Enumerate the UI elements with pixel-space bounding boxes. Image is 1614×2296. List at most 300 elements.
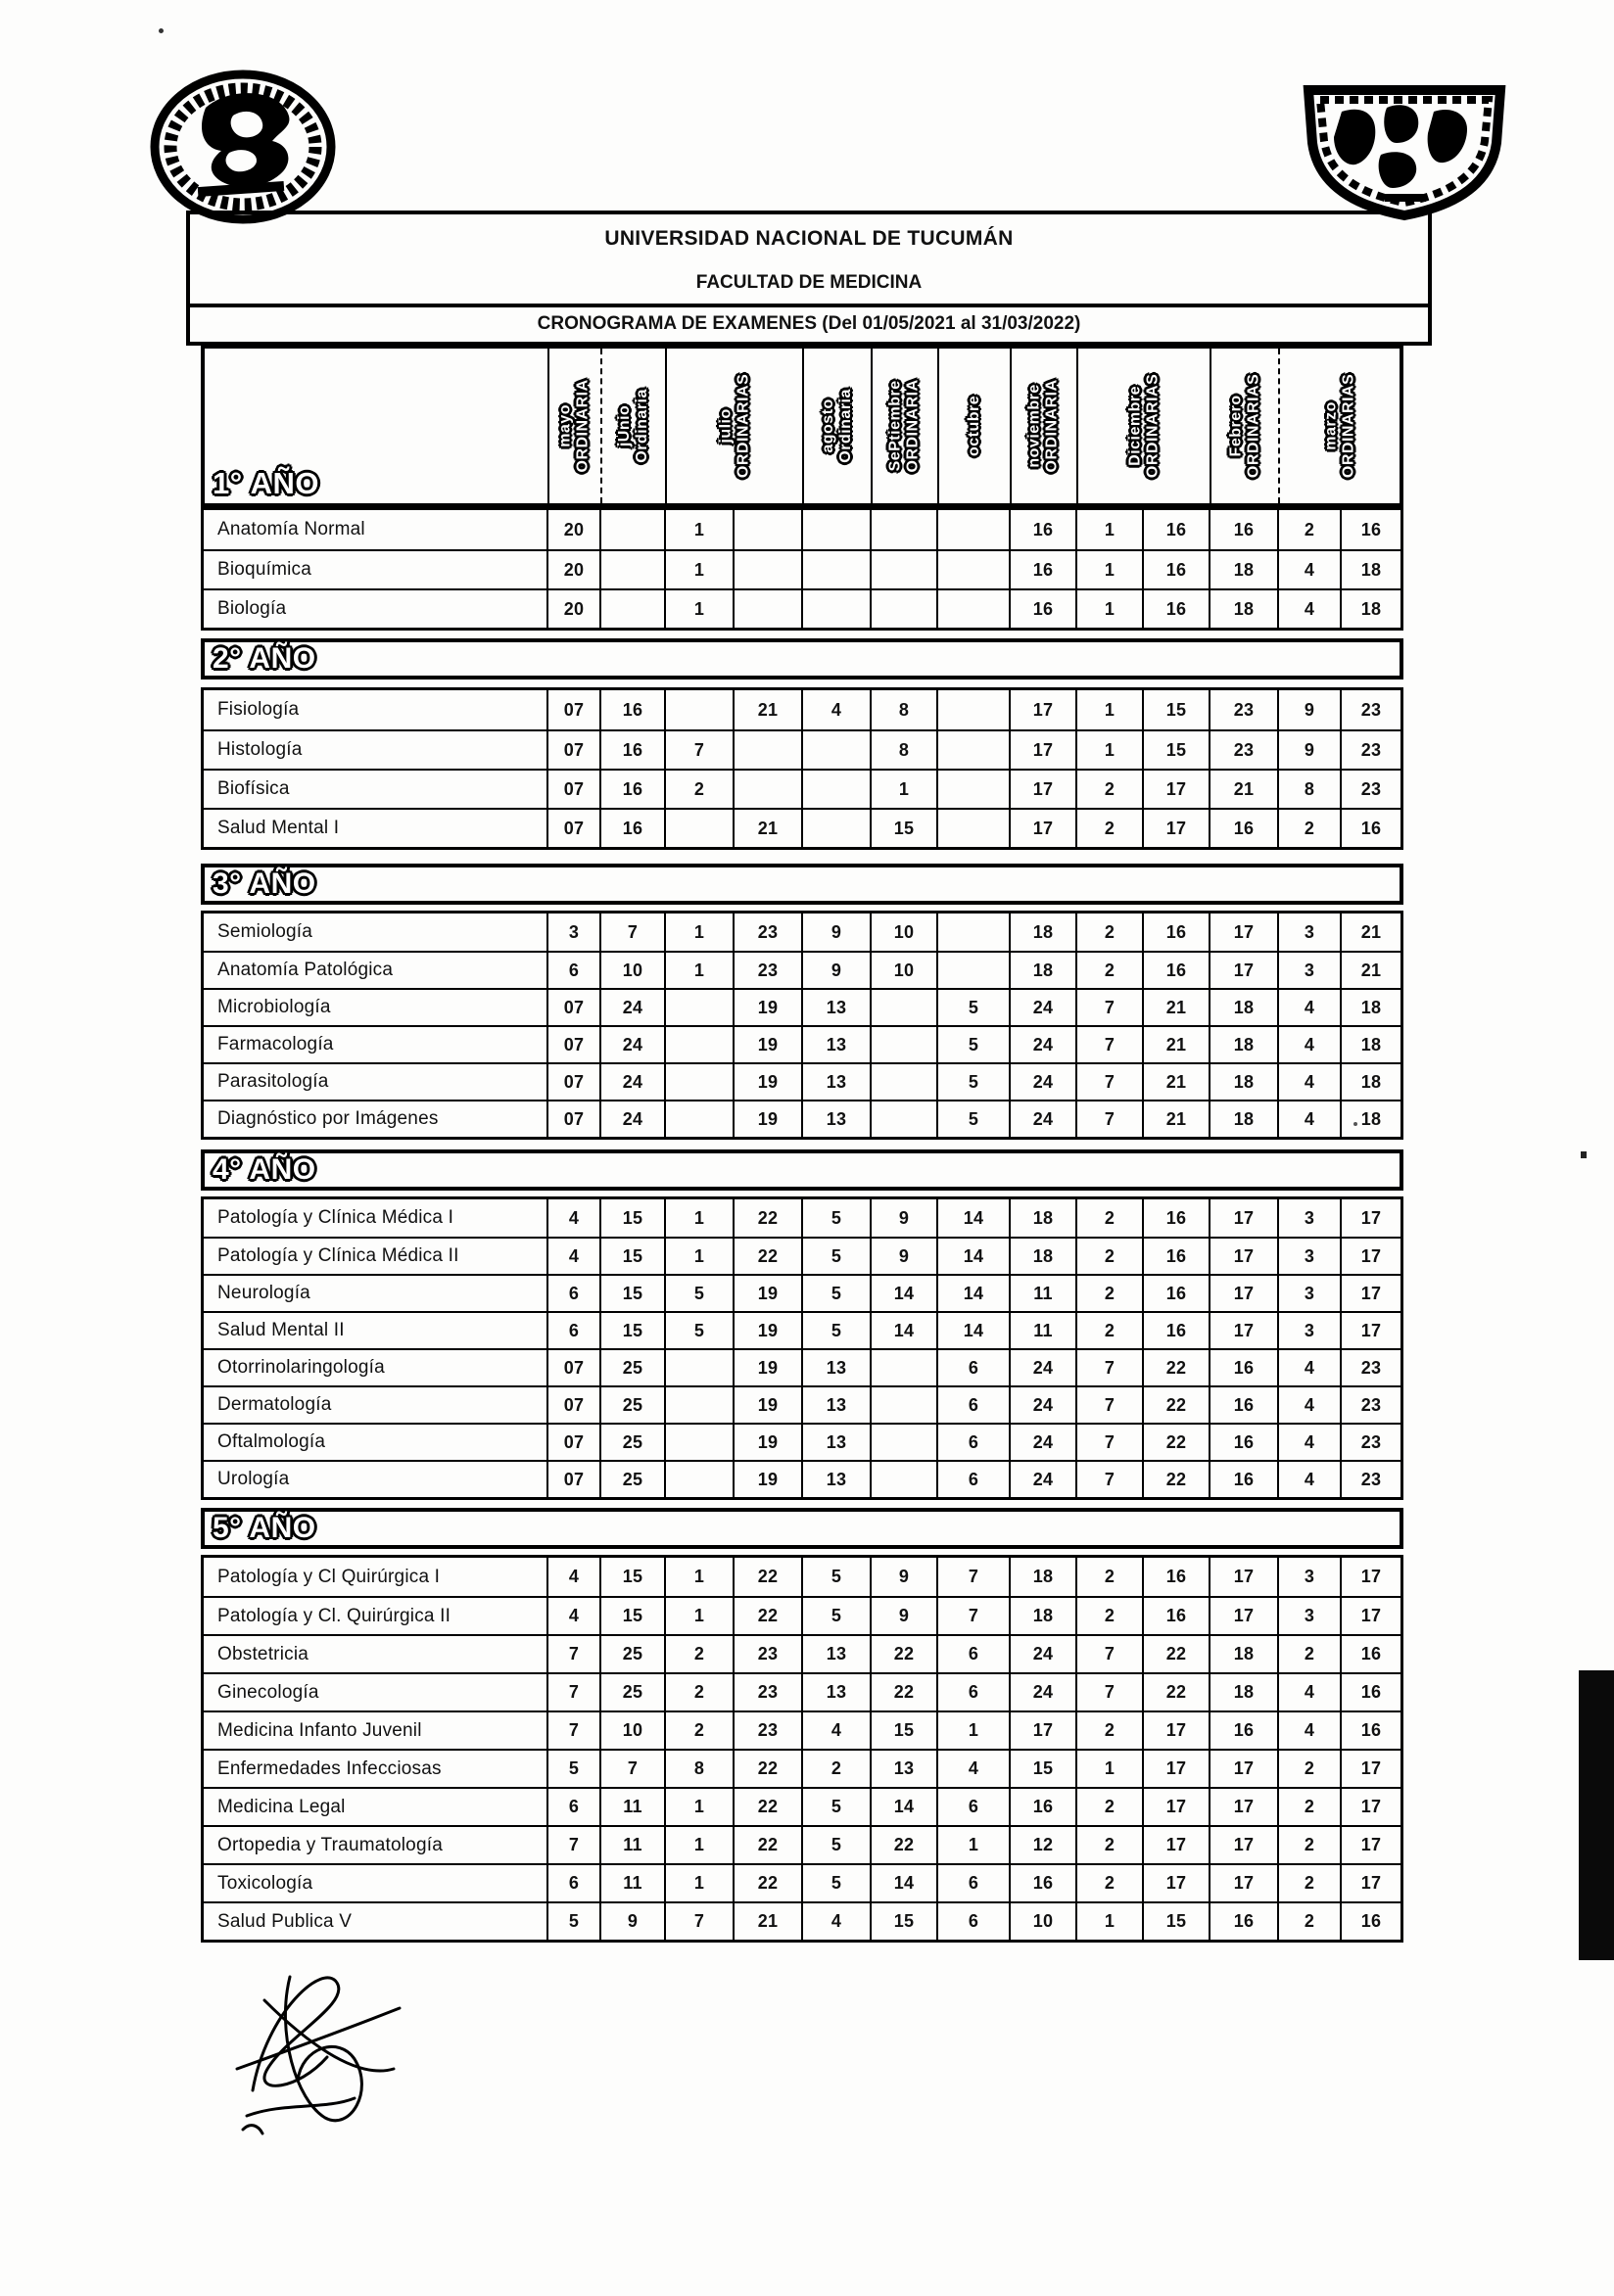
subject-cell: Biofísica bbox=[217, 778, 290, 799]
value-cell: 15 bbox=[870, 1712, 936, 1749]
value-cell bbox=[936, 953, 1009, 988]
value-cell: 16 bbox=[1340, 1903, 1400, 1940]
value-cell: 13 bbox=[801, 1636, 870, 1672]
value-cell: 22 bbox=[733, 1239, 801, 1274]
value-cell: 17 bbox=[1142, 1827, 1209, 1863]
value-cell: 17 bbox=[1340, 1865, 1400, 1901]
value-cell: 2 bbox=[1075, 1712, 1142, 1749]
value-cell bbox=[936, 551, 1009, 588]
subject-cell: Bioquímica bbox=[217, 559, 311, 580]
value-cell: 07 bbox=[546, 990, 599, 1025]
subject-cell: Patología y Clínica Médica I bbox=[217, 1207, 454, 1228]
table-row bbox=[204, 1863, 1400, 1901]
value-cell: 2 bbox=[1075, 1558, 1142, 1596]
value-cell: 16 bbox=[1142, 1239, 1209, 1274]
value-cell: 9 bbox=[870, 1199, 936, 1237]
value-cell: 16 bbox=[1009, 1789, 1075, 1825]
value-cell bbox=[936, 510, 1009, 549]
value-cell bbox=[936, 810, 1009, 847]
value-cell: 07 bbox=[546, 1064, 599, 1100]
value-cell: 2 bbox=[1075, 1789, 1142, 1825]
value-cell: 24 bbox=[599, 990, 664, 1025]
value-cell bbox=[599, 551, 664, 588]
table-row bbox=[204, 588, 1400, 628]
value-cell: 17 bbox=[1009, 810, 1075, 847]
scan-speck bbox=[1581, 1151, 1587, 1158]
value-cell: 16 bbox=[599, 771, 664, 808]
value-cell: 21 bbox=[1142, 1064, 1209, 1100]
value-cell bbox=[870, 1064, 936, 1100]
value-cell: 8 bbox=[664, 1751, 733, 1787]
month-header-label: Febrero ORDINARIAS bbox=[1227, 373, 1261, 479]
value-cell: 4 bbox=[1277, 990, 1340, 1025]
value-cell bbox=[733, 551, 801, 588]
value-cell: 10 bbox=[1009, 1903, 1075, 1940]
table-row bbox=[204, 1385, 1400, 1423]
value-cell: 22 bbox=[1142, 1350, 1209, 1385]
value-cell: 18 bbox=[1209, 551, 1277, 588]
value-cell: 8 bbox=[870, 731, 936, 769]
value-cell bbox=[801, 590, 870, 628]
faculty-crest-logo bbox=[1291, 78, 1518, 223]
value-cell: 7 bbox=[599, 1751, 664, 1787]
value-cell: 22 bbox=[870, 1636, 936, 1672]
table-row bbox=[204, 1025, 1400, 1062]
value-cell: 18 bbox=[1340, 1027, 1400, 1062]
value-cell: 25 bbox=[599, 1674, 664, 1710]
value-cell: 13 bbox=[801, 1387, 870, 1423]
value-cell: 13 bbox=[801, 1674, 870, 1710]
value-cell: 17 bbox=[1340, 1827, 1400, 1863]
subject-cell: Ginecología bbox=[217, 1681, 319, 1703]
value-cell: 15 bbox=[1142, 1903, 1209, 1940]
value-cell: 17 bbox=[1340, 1751, 1400, 1787]
value-cell: 1 bbox=[870, 771, 936, 808]
value-cell: 16 bbox=[1142, 1199, 1209, 1237]
value-cell: 17 bbox=[1142, 1789, 1209, 1825]
value-cell: 24 bbox=[1009, 990, 1075, 1025]
value-cell: 18 bbox=[1340, 551, 1400, 588]
value-cell: 25 bbox=[599, 1462, 664, 1497]
value-cell: 7 bbox=[1075, 1027, 1142, 1062]
value-cell: 18 bbox=[1009, 953, 1075, 988]
value-cell: 18 bbox=[1209, 1674, 1277, 1710]
value-cell: 2 bbox=[1075, 771, 1142, 808]
subject-cell: Histología bbox=[217, 739, 303, 760]
table-row bbox=[204, 690, 1400, 729]
table-row bbox=[204, 769, 1400, 808]
value-cell: 17 bbox=[1209, 1865, 1277, 1901]
value-cell: 07 bbox=[546, 1101, 599, 1137]
value-cell: 18 bbox=[1209, 1636, 1277, 1672]
value-cell: 25 bbox=[599, 1350, 664, 1385]
value-cell: 4 bbox=[1277, 1425, 1340, 1460]
value-cell: 5 bbox=[664, 1276, 733, 1311]
value-cell: 8 bbox=[870, 690, 936, 729]
value-cell: 16 bbox=[1142, 1558, 1209, 1596]
value-cell: 5 bbox=[936, 1064, 1009, 1100]
value-cell: 2 bbox=[1277, 510, 1340, 549]
table-row bbox=[204, 510, 1400, 549]
value-cell: 17 bbox=[1142, 1751, 1209, 1787]
value-cell: 4 bbox=[1277, 551, 1340, 588]
value-cell: 17 bbox=[1209, 1558, 1277, 1596]
value-cell: 18 bbox=[1340, 590, 1400, 628]
value-cell: 2 bbox=[1075, 810, 1142, 847]
value-cell: 23 bbox=[1340, 1350, 1400, 1385]
value-cell: 6 bbox=[936, 1865, 1009, 1901]
month-header-junio bbox=[600, 349, 665, 503]
value-cell: 11 bbox=[1009, 1313, 1075, 1348]
value-cell: 13 bbox=[801, 1350, 870, 1385]
value-cell: 24 bbox=[1009, 1027, 1075, 1062]
value-cell: 23 bbox=[733, 1712, 801, 1749]
value-cell: 13 bbox=[801, 1425, 870, 1460]
value-cell: 14 bbox=[936, 1313, 1009, 1348]
value-cell: 6 bbox=[936, 1789, 1009, 1825]
month-header-octubre bbox=[937, 349, 1010, 503]
value-cell bbox=[870, 990, 936, 1025]
value-cell bbox=[936, 731, 1009, 769]
table-row bbox=[204, 1749, 1400, 1787]
value-cell bbox=[733, 771, 801, 808]
value-cell: 7 bbox=[1075, 1101, 1142, 1137]
value-cell: 22 bbox=[1142, 1674, 1209, 1710]
month-header-label: mayo ORDINARIA bbox=[557, 379, 593, 473]
value-cell: 1 bbox=[664, 1199, 733, 1237]
value-cell bbox=[870, 551, 936, 588]
title-upper bbox=[190, 214, 1428, 307]
value-cell: 4 bbox=[546, 1199, 599, 1237]
table-row bbox=[204, 988, 1400, 1025]
value-cell: 22 bbox=[870, 1827, 936, 1863]
value-cell: 17 bbox=[1209, 1313, 1277, 1348]
value-cell: 17 bbox=[1340, 1558, 1400, 1596]
value-cell: 4 bbox=[801, 1903, 870, 1940]
value-cell: 9 bbox=[1277, 731, 1340, 769]
month-header-mayo bbox=[547, 349, 600, 503]
value-cell: 1 bbox=[1075, 1751, 1142, 1787]
value-cell: 17 bbox=[1209, 1751, 1277, 1787]
value-cell: 5 bbox=[801, 1199, 870, 1237]
value-cell: 17 bbox=[1142, 771, 1209, 808]
value-cell: 2 bbox=[1075, 1598, 1142, 1634]
value-cell: 23 bbox=[1340, 690, 1400, 729]
faculty-title: FACULTAD DE MEDICINA bbox=[695, 272, 923, 293]
value-cell: 17 bbox=[1340, 1276, 1400, 1311]
subject-cell: Microbiología bbox=[217, 997, 331, 1017]
value-cell: 4 bbox=[801, 690, 870, 729]
subject-cell: Urología bbox=[217, 1469, 290, 1489]
table-row bbox=[204, 1460, 1400, 1497]
value-cell: 4 bbox=[1277, 1350, 1340, 1385]
value-cell bbox=[664, 1027, 733, 1062]
value-cell: 15 bbox=[599, 1313, 664, 1348]
value-cell: 6 bbox=[546, 1789, 599, 1825]
month-header-label: agosto Ordinaria bbox=[820, 389, 855, 463]
value-cell: 17 bbox=[1142, 1865, 1209, 1901]
value-cell: 23 bbox=[1340, 1425, 1400, 1460]
value-cell: 5 bbox=[664, 1313, 733, 1348]
value-cell: 15 bbox=[599, 1199, 664, 1237]
value-cell: 14 bbox=[936, 1199, 1009, 1237]
value-cell: 18 bbox=[1009, 914, 1075, 951]
value-cell: 2 bbox=[1277, 1865, 1340, 1901]
section-label-year-3: 3° AÑO bbox=[213, 867, 316, 900]
value-cell: 5 bbox=[801, 1239, 870, 1274]
value-cell: 2 bbox=[1277, 810, 1340, 847]
value-cell: 7 bbox=[1075, 1064, 1142, 1100]
exam-schedule-table bbox=[201, 345, 1403, 1943]
table-row bbox=[204, 1901, 1400, 1940]
value-cell: 7 bbox=[546, 1827, 599, 1863]
value-cell: 07 bbox=[546, 1387, 599, 1423]
month-header-label: Diciembre ORDINARIAS bbox=[1126, 373, 1161, 479]
value-cell: 6 bbox=[936, 1425, 1009, 1460]
value-cell bbox=[936, 590, 1009, 628]
value-cell: 23 bbox=[1340, 771, 1400, 808]
value-cell: 11 bbox=[599, 1865, 664, 1901]
value-cell: 17 bbox=[1340, 1598, 1400, 1634]
value-cell: 17 bbox=[1009, 1712, 1075, 1749]
section-band-year-3 bbox=[201, 864, 1403, 905]
value-cell: 16 bbox=[1009, 510, 1075, 549]
value-cell: 5 bbox=[936, 1027, 1009, 1062]
value-cell: 4 bbox=[1277, 1027, 1340, 1062]
month-header-label: julio ORDINARIAS bbox=[717, 373, 751, 479]
month-header-julio bbox=[665, 349, 802, 503]
value-cell: 6 bbox=[936, 1350, 1009, 1385]
value-cell: 16 bbox=[1340, 510, 1400, 549]
value-cell: 19 bbox=[733, 990, 801, 1025]
value-cell bbox=[801, 810, 870, 847]
value-cell: 23 bbox=[733, 914, 801, 951]
subject-cell: Neurología bbox=[217, 1283, 310, 1303]
value-cell: 07 bbox=[546, 810, 599, 847]
table-row bbox=[204, 951, 1400, 988]
value-cell: 4 bbox=[1277, 1712, 1340, 1749]
value-cell: 21 bbox=[1142, 990, 1209, 1025]
value-cell: 24 bbox=[1009, 1350, 1075, 1385]
value-cell: 22 bbox=[733, 1751, 801, 1787]
value-cell: 14 bbox=[870, 1789, 936, 1825]
value-cell bbox=[870, 590, 936, 628]
value-cell: 17 bbox=[1340, 1313, 1400, 1348]
value-cell: 2 bbox=[1075, 1276, 1142, 1311]
value-cell: 19 bbox=[733, 1350, 801, 1385]
table-row bbox=[204, 1062, 1400, 1100]
value-cell: 18 bbox=[1009, 1558, 1075, 1596]
value-cell: 11 bbox=[599, 1827, 664, 1863]
value-cell: 18 bbox=[1009, 1598, 1075, 1634]
value-cell: 22 bbox=[1142, 1462, 1209, 1497]
value-cell: 7 bbox=[1075, 1674, 1142, 1710]
value-cell: 17 bbox=[1209, 1276, 1277, 1311]
value-cell: 9 bbox=[870, 1239, 936, 1274]
value-cell bbox=[599, 510, 664, 549]
subject-cell: Medicina Infanto Juvenil bbox=[217, 1719, 422, 1741]
value-cell bbox=[870, 1387, 936, 1423]
value-cell: 1 bbox=[664, 1789, 733, 1825]
subject-cell: Obstetricia bbox=[217, 1643, 309, 1664]
section-rows-year-2 bbox=[201, 687, 1403, 850]
value-cell: 21 bbox=[1340, 914, 1400, 951]
section-label-year-1: 1° AÑO bbox=[213, 466, 319, 500]
value-cell bbox=[801, 510, 870, 549]
value-cell: 25 bbox=[599, 1387, 664, 1423]
value-cell bbox=[870, 1027, 936, 1062]
value-cell: 14 bbox=[936, 1239, 1009, 1274]
table-row bbox=[204, 1199, 1400, 1237]
subject-cell: Salud Mental II bbox=[217, 1320, 345, 1340]
value-cell: 07 bbox=[546, 731, 599, 769]
table-row bbox=[204, 1710, 1400, 1749]
value-cell bbox=[870, 510, 936, 549]
value-cell: 21 bbox=[733, 810, 801, 847]
value-cell: 1 bbox=[664, 1239, 733, 1274]
value-cell: 6 bbox=[546, 1313, 599, 1348]
scan-artifact-bar bbox=[1579, 1670, 1614, 1960]
value-cell: 17 bbox=[1209, 953, 1277, 988]
month-header-label: octubre bbox=[966, 395, 983, 457]
value-cell: 17 bbox=[1340, 1789, 1400, 1825]
value-cell: 2 bbox=[1277, 1751, 1340, 1787]
value-cell: 21 bbox=[1209, 771, 1277, 808]
table-row bbox=[204, 1787, 1400, 1825]
table-row bbox=[204, 729, 1400, 769]
table-row bbox=[204, 1274, 1400, 1311]
value-cell: 14 bbox=[870, 1313, 936, 1348]
value-cell: 13 bbox=[801, 1462, 870, 1497]
value-cell: 07 bbox=[546, 1350, 599, 1385]
value-cell: 23 bbox=[1209, 731, 1277, 769]
value-cell: 2 bbox=[1277, 1636, 1340, 1672]
value-cell: 4 bbox=[1277, 590, 1340, 628]
value-cell: 3 bbox=[1277, 1558, 1340, 1596]
subject-cell: Semiología bbox=[217, 921, 313, 942]
value-cell: 21 bbox=[1340, 953, 1400, 988]
value-cell: 7 bbox=[1075, 1350, 1142, 1385]
value-cell: 24 bbox=[599, 1064, 664, 1100]
value-cell: 18 bbox=[1209, 990, 1277, 1025]
university-seal-logo bbox=[147, 69, 339, 227]
value-cell: 3 bbox=[1277, 1598, 1340, 1634]
value-cell bbox=[664, 1387, 733, 1423]
value-cell: 16 bbox=[599, 731, 664, 769]
value-cell: 16 bbox=[1209, 510, 1277, 549]
table-row bbox=[204, 1596, 1400, 1634]
value-cell: 4 bbox=[1277, 1101, 1340, 1137]
value-cell bbox=[870, 1101, 936, 1137]
value-cell: 5 bbox=[801, 1827, 870, 1863]
value-cell bbox=[733, 731, 801, 769]
subject-cell: Ortopedia y Traumatología bbox=[217, 1834, 443, 1855]
value-cell: 25 bbox=[599, 1425, 664, 1460]
value-cell bbox=[664, 1064, 733, 1100]
month-header-noviembre bbox=[1010, 349, 1076, 503]
value-cell: 1 bbox=[664, 1558, 733, 1596]
value-cell: 10 bbox=[870, 914, 936, 951]
value-cell: 7 bbox=[1075, 1462, 1142, 1497]
value-cell: 6 bbox=[546, 953, 599, 988]
value-cell: 10 bbox=[870, 953, 936, 988]
value-cell: 18 bbox=[1209, 1027, 1277, 1062]
value-cell: 1 bbox=[664, 1598, 733, 1634]
value-cell: 16 bbox=[1142, 953, 1209, 988]
value-cell: 16 bbox=[1142, 510, 1209, 549]
section-rows-year-4 bbox=[201, 1196, 1403, 1500]
value-cell: 16 bbox=[1009, 1865, 1075, 1901]
value-cell: 19 bbox=[733, 1425, 801, 1460]
value-cell: 24 bbox=[599, 1101, 664, 1137]
value-cell: 3 bbox=[1277, 1199, 1340, 1237]
value-cell: 18 bbox=[1209, 1101, 1277, 1137]
value-cell bbox=[599, 590, 664, 628]
month-header-label: noviembre ORDINARIA bbox=[1026, 379, 1062, 473]
month-header-label: marzo ORDINARIAS bbox=[1322, 373, 1356, 479]
subject-cell: Anatomía Normal bbox=[217, 519, 365, 539]
value-cell: 6 bbox=[546, 1865, 599, 1901]
table-row bbox=[204, 1825, 1400, 1863]
value-cell: 5 bbox=[546, 1903, 599, 1940]
value-cell: 16 bbox=[599, 810, 664, 847]
value-cell: 4 bbox=[936, 1751, 1009, 1787]
value-cell: 16 bbox=[1209, 1350, 1277, 1385]
value-cell: 2 bbox=[1075, 914, 1142, 951]
month-header-febrero bbox=[1210, 349, 1278, 503]
value-cell: 1 bbox=[664, 953, 733, 988]
value-cell: 22 bbox=[1142, 1425, 1209, 1460]
value-cell bbox=[870, 1425, 936, 1460]
value-cell: 17 bbox=[1209, 1827, 1277, 1863]
subject-cell: Farmacología bbox=[217, 1034, 334, 1054]
value-cell: 5 bbox=[801, 1558, 870, 1596]
value-cell: 9 bbox=[801, 953, 870, 988]
value-cell: 17 bbox=[1142, 810, 1209, 847]
value-cell: 17 bbox=[1209, 1239, 1277, 1274]
table-row bbox=[204, 1237, 1400, 1274]
month-header-label: SePtiembre ORDINARIA bbox=[887, 379, 923, 473]
subject-cell: Enfermedades Infecciosas bbox=[217, 1757, 442, 1779]
value-cell: 23 bbox=[733, 1674, 801, 1710]
value-cell bbox=[664, 1101, 733, 1137]
value-cell bbox=[936, 690, 1009, 729]
value-cell: 15 bbox=[599, 1598, 664, 1634]
value-cell: 9 bbox=[870, 1558, 936, 1596]
value-cell bbox=[664, 1350, 733, 1385]
value-cell: 20 bbox=[546, 510, 599, 549]
value-cell bbox=[936, 771, 1009, 808]
value-cell bbox=[801, 731, 870, 769]
table-row bbox=[204, 1348, 1400, 1385]
value-cell: 3 bbox=[546, 914, 599, 951]
value-cell: 5 bbox=[801, 1598, 870, 1634]
value-cell: 5 bbox=[801, 1276, 870, 1311]
table-row bbox=[204, 1672, 1400, 1710]
value-cell: 2 bbox=[664, 771, 733, 808]
value-cell: 2 bbox=[1075, 1313, 1142, 1348]
value-cell: 10 bbox=[599, 1712, 664, 1749]
value-cell: 2 bbox=[664, 1712, 733, 1749]
section-label-year-5: 5° AÑO bbox=[213, 1512, 316, 1544]
value-cell: 2 bbox=[1277, 1789, 1340, 1825]
value-cell: 7 bbox=[664, 1903, 733, 1940]
value-cell: 23 bbox=[733, 953, 801, 988]
value-cell: 23 bbox=[1209, 690, 1277, 729]
table-row bbox=[204, 549, 1400, 588]
value-cell: 10 bbox=[599, 953, 664, 988]
value-cell: 1 bbox=[664, 551, 733, 588]
